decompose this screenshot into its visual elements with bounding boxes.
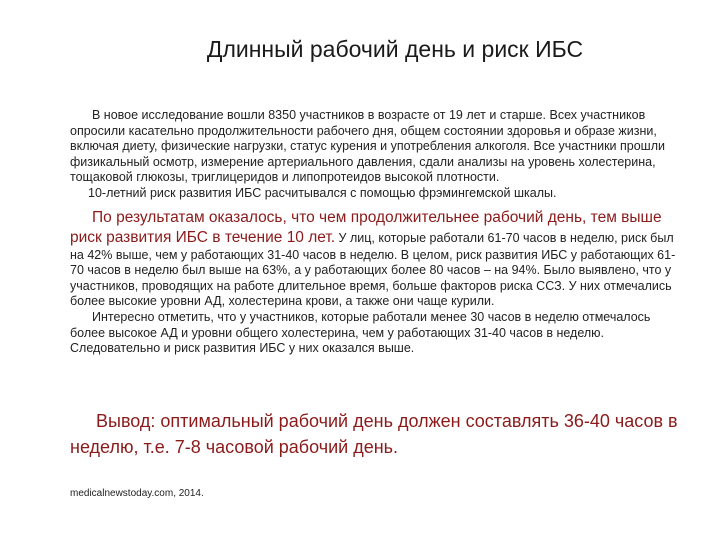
source-citation: medicalnewstoday.com, 2014. <box>70 488 204 499</box>
paragraph-results <box>70 208 682 310</box>
paragraph-study-design: В новое исследование вошли 8350 участников в возрасте от 19 лет и старше. Всех участников опросили касательно продолжительности рабочего дня, общем состоянии здоровья и образе жизни, включая диету, физические нагрузки, статус курения и употребления алкоголя. Все участники прошли физикальный осмотр, измерение артериального давления, сдали анализы на уровень холестерина, тощаковой глюкозы, триглицеридов и липопротеидов высокой плотности. <box>70 108 665 185</box>
conclusion-text: Вывод: оптимальный рабочий день должен составлять 36-40 часов в неделю, т.е. 7-8 часовой рабочий день. <box>70 411 678 457</box>
slide-title: Длинный рабочий день и риск ИБС <box>206 36 584 62</box>
results-details: У лиц, которые работали 61-70 часов в неделю, риск был на 42% выше, чем у работающих 31-40 часов в неделю. В целом, риск развития ИБС у работающих 61-70 часов в неделю был выше на 63%, а у работающих более 80 часов – на 94%. Было выявлено, что у участников, проводящих на работе длительное время, больше факторов риска ССЗ. У них отмечались более высокие уровни АД, холестерина крови, а также они чаще курили. <box>70 230 676 309</box>
results-highlight: По результатам оказалось, что чем продолжительнее рабочий день, тем выше риск развития ИБС в течение 10 лет. <box>70 208 662 246</box>
slide-body <box>70 108 682 357</box>
paragraph-interesting-note: Интересно отметить, что у участников, которые работали менее 30 часов в неделю отмечалось более высокое АД и уровни общего холестерина, чем у работающих 31-40 часов в неделю. Следовательно и риск развития ИБС у них оказался выше. <box>70 309 651 356</box>
paragraph-risk-scale: 10-летний риск развития ИБС расчитывался с помощью фрэмингемской шкалы. <box>88 185 557 200</box>
